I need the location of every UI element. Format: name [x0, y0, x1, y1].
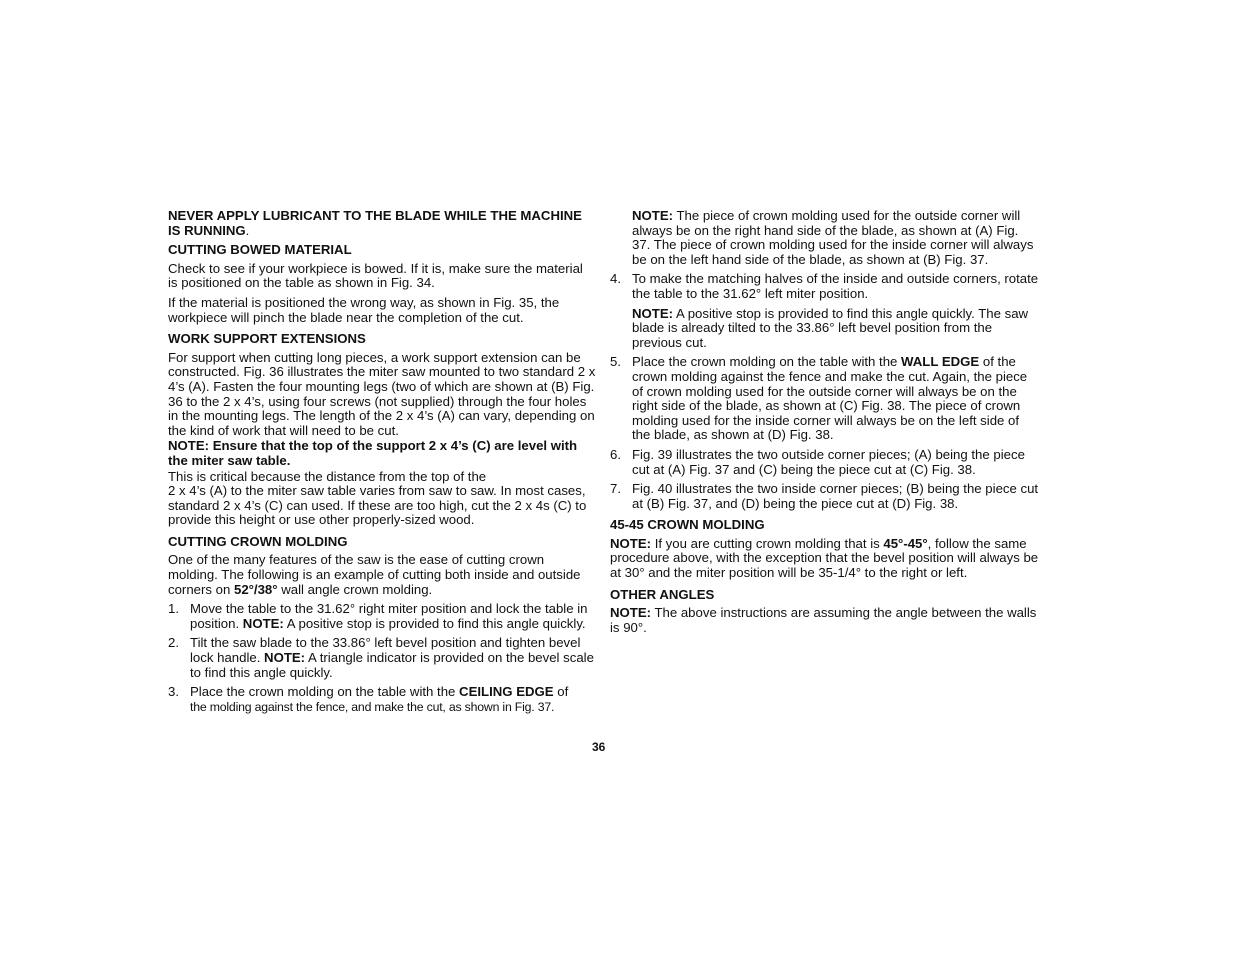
- section-heading-crown: CUTTING CROWN MOLDING: [168, 533, 348, 549]
- crown-step-6: 6. Fig. 39 illustrates the two outside corner pieces; (A) being the piece cut at (A) Fig. 37 and (C) being the piece cut at (C) Fig. 38.: [610, 446, 1025, 477]
- work-support-paragraph: For support when cutting long pieces, a work support extension can be constructed. Fig. 36 illustrates the miter saw mounted to two standard 2 x 4’s (A). Fasten the four mounting legs (two of which are shown at (B) Fig. 36 to the 2 x 4’s, using four screws (not supplied) through the four holes in the mounting legs. The length of the 2 x 4’s (A) can vary, depending on the kind of work that will need to be cut.: [168, 349, 596, 438]
- crown-step-7: 7. Fig. 40 illustrates the two inside corner pieces; (B) being the piece cut at (B) Fig. 37, and (D) being the piece cut at (D) Fig. 38.: [610, 481, 1039, 511]
- outside-corner-note: NOTE: The piece of crown molding used for the outside corner will always be on the right hand side of the blade, as shown at (A) Fig. 37. The piece of crown molding used for the inside corner will always be on the left hand side of the blade, as shown at (B) Fig. 37.: [632, 208, 1034, 267]
- section-heading-other-angles: OTHER ANGLES: [610, 586, 715, 602]
- lubricant-warning: NEVER APPLY LUBRICANT TO THE BLADE WHILE THE MACHINE IS RUNNING.: [168, 208, 582, 238]
- crown-intro: One of the many features of the saw is the ease of cutting crown molding. The following is an example of cutting both inside and outside corners on 52°/38° wall angle crown molding.: [168, 552, 581, 597]
- page-number: 36: [592, 740, 606, 754]
- other-angles-note: NOTE: The above instructions are assuming the angle between the walls is 90°.: [610, 605, 1037, 635]
- left-column: [168, 209, 596, 719]
- bowed-paragraph-1: Check to see if your workpiece is bowed. If it is, make sure the material is positioned on the table as shown in Fig. 34.: [168, 260, 583, 291]
- crown-step-5: 5. Place the crown molding on the table with the WALL EDGE of the crown molding against the fence and make the cut. Again, the piece of crown molding used for the outside corner will always be on the right side of the blade, as shown at (C) Fig. 38. The piece of crown molding used for the inside corner will always be on the left side of the blade, as shown at (D) Fig. 38.: [610, 354, 1028, 443]
- section-heading-45-45: 45-45 CROWN MOLDING: [610, 517, 765, 533]
- crown-step-2: 2. Tilt the saw blade to the 33.86° left bevel position and tighten bevel lock handle. NOTE: A triangle indicator is provided on the bevel scale to find this angle quickly.: [168, 635, 594, 680]
- section-heading-work-support: WORK SUPPORT EXTENSIONS: [168, 331, 366, 347]
- crown-step-3: 3. Place the crown molding on the table with the CEILING EDGE of the molding against the fence, and make the cut, as shown in Fig. 37.: [168, 684, 569, 714]
- bowed-paragraph-2: If the material is positioned the wrong way, as shown in Fig. 35, the workpiece will pinch the blade near the completion of the cut.: [168, 294, 560, 325]
- crown-45-45-note: NOTE: If you are cutting crown molding that is 45°-45°, follow the same procedure above, with the exception that the bevel position will always be at 30° and the miter position will be 35-1/4° to the right or left.: [610, 535, 1039, 581]
- crown-step-4: 4. To make the matching halves of the inside and outside corners, rotate the table to the 31.62° left miter position.: [610, 271, 1039, 301]
- positive-stop-note: NOTE: A positive stop is provided to find this angle quickly. The saw blade is already tilted to the 33.86° left bevel position from the previous cut.: [632, 305, 1029, 350]
- work-support-paragraph-2: This is critical because the distance from the top of the 2 x 4’s (A) to the miter saw table varies from saw to saw. In most cases, standard 2 x 4’s (C) can used. If these are too high, cut the 2 x 4s (C) to provide this height or use other properly-sized wood.: [168, 468, 587, 528]
- right-column: [610, 209, 1040, 640]
- work-support-note: NOTE: Ensure that the top of the support 2 x 4’s (C) are level with the miter saw table.: [168, 438, 578, 468]
- section-heading-bowed: CUTTING BOWED MATERIAL: [168, 242, 352, 258]
- crown-step-1: 1. Move the table to the 31.62° right miter position and lock the table in position. NOTE: A positive stop is provided to find this angle quickly.: [168, 601, 588, 631]
